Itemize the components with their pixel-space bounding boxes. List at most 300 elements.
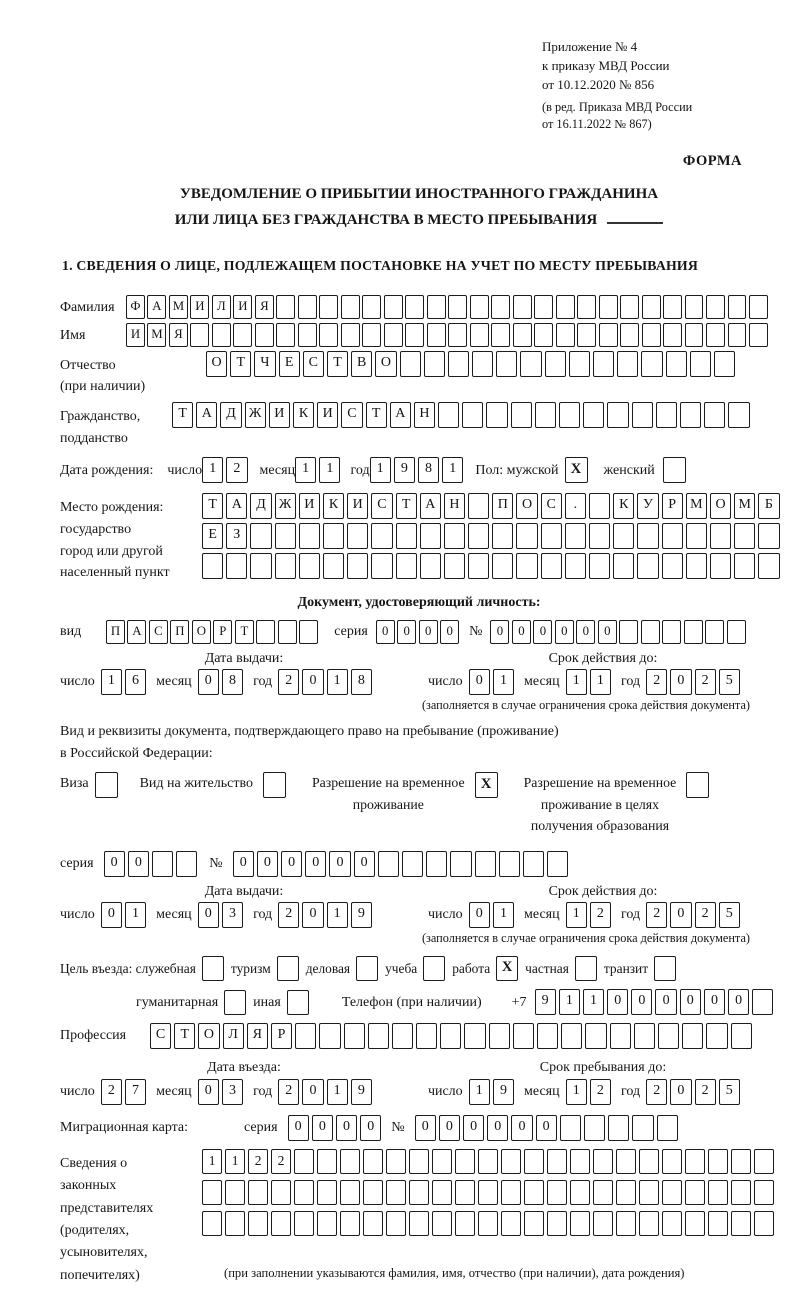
form-cell[interactable] xyxy=(470,295,489,319)
form-cell[interactable] xyxy=(400,351,421,377)
form-cell[interactable] xyxy=(340,1149,360,1174)
form-cell[interactable]: 0 xyxy=(511,1115,532,1141)
purpose-transit-checkbox[interactable] xyxy=(654,956,676,981)
form-cell[interactable] xyxy=(176,851,197,877)
form-cell[interactable]: А xyxy=(420,493,441,519)
form-cell[interactable] xyxy=(450,851,471,877)
form-cell[interactable]: О xyxy=(710,493,731,519)
form-cell[interactable] xyxy=(294,1180,314,1205)
form-cell[interactable] xyxy=(593,1211,613,1236)
form-cell[interactable] xyxy=(662,620,681,644)
form-cell[interactable]: 5 xyxy=(719,902,740,928)
form-cell[interactable] xyxy=(593,1149,613,1174)
form-cell[interactable] xyxy=(534,295,553,319)
form-cell[interactable] xyxy=(570,1180,590,1205)
form-cell[interactable]: 0 xyxy=(670,1079,691,1105)
form-cell[interactable]: И xyxy=(126,323,145,347)
form-cell[interactable]: А xyxy=(390,402,411,428)
form-cell[interactable] xyxy=(468,523,489,549)
form-cell[interactable] xyxy=(276,295,295,319)
form-cell[interactable] xyxy=(492,523,513,549)
form-cell[interactable] xyxy=(610,1023,631,1049)
form-cell[interactable] xyxy=(537,1023,558,1049)
form-cell[interactable] xyxy=(632,402,653,428)
form-cell[interactable]: С xyxy=(303,351,324,377)
form-cell[interactable] xyxy=(662,1180,682,1205)
form-cell[interactable]: 1 xyxy=(202,457,223,483)
form-cell[interactable] xyxy=(362,295,381,319)
form-cell[interactable] xyxy=(271,1211,291,1236)
form-cell[interactable] xyxy=(202,1180,222,1205)
form-cell[interactable]: О xyxy=(206,351,227,377)
visa-checkbox[interactable] xyxy=(95,772,118,798)
form-cell[interactable]: 0 xyxy=(469,902,490,928)
form-cell[interactable]: 8 xyxy=(418,457,439,483)
form-cell[interactable] xyxy=(448,295,467,319)
form-cell[interactable] xyxy=(589,493,610,519)
form-cell[interactable]: 1 xyxy=(469,1079,490,1105)
form-cell[interactable] xyxy=(639,1180,659,1205)
form-cell[interactable]: 1 xyxy=(566,1079,587,1105)
form-cell[interactable]: Р xyxy=(662,493,683,519)
form-cell[interactable] xyxy=(416,1023,437,1049)
form-cell[interactable] xyxy=(468,553,489,579)
form-cell[interactable] xyxy=(371,523,392,549)
form-cell[interactable]: 1 xyxy=(327,902,348,928)
form-cell[interactable] xyxy=(641,351,662,377)
form-cell[interactable] xyxy=(212,323,231,347)
form-cell[interactable] xyxy=(499,851,520,877)
form-cell[interactable]: 2 xyxy=(646,669,667,695)
form-cell[interactable]: 0 xyxy=(512,620,531,644)
form-cell[interactable]: С xyxy=(149,620,168,644)
form-cell[interactable]: С xyxy=(541,493,562,519)
form-cell[interactable] xyxy=(516,553,537,579)
form-cell[interactable] xyxy=(405,323,424,347)
form-cell[interactable] xyxy=(541,553,562,579)
form-cell[interactable]: 2 xyxy=(278,1079,299,1105)
form-cell[interactable]: 0 xyxy=(655,989,676,1015)
form-cell[interactable] xyxy=(728,323,747,347)
form-cell[interactable] xyxy=(275,523,296,549)
form-cell[interactable] xyxy=(202,553,223,579)
form-cell[interactable]: 0 xyxy=(487,1115,508,1141)
form-cell[interactable] xyxy=(639,1211,659,1236)
form-cell[interactable] xyxy=(478,1211,498,1236)
form-cell[interactable]: 0 xyxy=(302,902,323,928)
form-cell[interactable]: 0 xyxy=(288,1115,309,1141)
form-cell[interactable] xyxy=(432,1180,452,1205)
form-cell[interactable]: 0 xyxy=(312,1115,333,1141)
form-cell[interactable] xyxy=(607,402,628,428)
form-cell[interactable]: 0 xyxy=(440,620,459,644)
form-cell[interactable] xyxy=(710,553,731,579)
form-cell[interactable] xyxy=(152,851,173,877)
form-cell[interactable] xyxy=(319,323,338,347)
form-cell[interactable] xyxy=(468,493,489,519)
form-cell[interactable]: У xyxy=(637,493,658,519)
form-cell[interactable] xyxy=(250,523,271,549)
form-cell[interactable] xyxy=(344,1023,365,1049)
form-cell[interactable] xyxy=(384,295,403,319)
form-cell[interactable]: 0 xyxy=(670,669,691,695)
form-cell[interactable] xyxy=(706,323,725,347)
form-cell[interactable] xyxy=(432,1149,452,1174)
form-cell[interactable] xyxy=(758,523,779,549)
form-cell[interactable] xyxy=(705,620,724,644)
form-cell[interactable] xyxy=(599,323,618,347)
form-cell[interactable]: 9 xyxy=(394,457,415,483)
form-cell[interactable] xyxy=(616,1149,636,1174)
form-cell[interactable] xyxy=(363,1180,383,1205)
form-cell[interactable]: Ч xyxy=(254,351,275,377)
form-cell[interactable] xyxy=(642,295,661,319)
form-cell[interactable] xyxy=(714,351,735,377)
form-cell[interactable] xyxy=(424,351,445,377)
form-cell[interactable]: 0 xyxy=(198,669,219,695)
form-cell[interactable]: 0 xyxy=(128,851,149,877)
form-cell[interactable]: 1 xyxy=(125,902,146,928)
form-cell[interactable] xyxy=(520,351,541,377)
form-cell[interactable]: 0 xyxy=(376,620,395,644)
form-cell[interactable] xyxy=(666,351,687,377)
form-cell[interactable] xyxy=(734,523,755,549)
form-cell[interactable] xyxy=(491,295,510,319)
form-cell[interactable]: 1 xyxy=(202,1149,222,1174)
form-cell[interactable]: Б xyxy=(758,493,779,519)
form-cell[interactable] xyxy=(662,523,683,549)
form-cell[interactable] xyxy=(684,620,703,644)
form-cell[interactable]: И xyxy=(347,493,368,519)
form-cell[interactable] xyxy=(547,1211,567,1236)
form-cell[interactable]: Т xyxy=(172,402,193,428)
form-cell[interactable] xyxy=(440,1023,461,1049)
form-cell[interactable]: 0 xyxy=(305,851,326,877)
form-cell[interactable]: . xyxy=(565,493,586,519)
form-cell[interactable] xyxy=(589,553,610,579)
purpose-other-checkbox[interactable] xyxy=(287,990,309,1015)
form-cell[interactable] xyxy=(396,553,417,579)
form-cell[interactable]: А xyxy=(196,402,217,428)
form-cell[interactable]: 1 xyxy=(225,1149,245,1174)
form-cell[interactable]: 1 xyxy=(101,669,122,695)
form-cell[interactable]: 1 xyxy=(327,1079,348,1105)
form-cell[interactable] xyxy=(409,1211,429,1236)
form-cell[interactable] xyxy=(501,1211,521,1236)
form-cell[interactable] xyxy=(728,402,749,428)
form-cell[interactable] xyxy=(455,1211,475,1236)
form-cell[interactable] xyxy=(706,1023,727,1049)
form-cell[interactable] xyxy=(710,523,731,549)
form-cell[interactable]: О xyxy=(198,1023,219,1049)
form-cell[interactable] xyxy=(680,402,701,428)
purpose-private-checkbox[interactable] xyxy=(575,956,597,981)
form-cell[interactable] xyxy=(686,523,707,549)
form-cell[interactable]: 1 xyxy=(319,457,340,483)
form-cell[interactable] xyxy=(599,295,618,319)
form-cell[interactable]: 3 xyxy=(222,902,243,928)
form-cell[interactable] xyxy=(556,323,575,347)
form-cell[interactable] xyxy=(226,553,247,579)
form-cell[interactable]: Ж xyxy=(245,402,266,428)
form-cell[interactable]: 0 xyxy=(704,989,725,1015)
form-cell[interactable]: 8 xyxy=(222,669,243,695)
form-cell[interactable] xyxy=(616,1180,636,1205)
form-cell[interactable] xyxy=(225,1211,245,1236)
form-cell[interactable]: 9 xyxy=(535,989,556,1015)
form-cell[interactable] xyxy=(248,1211,268,1236)
form-cell[interactable]: Д xyxy=(220,402,241,428)
form-cell[interactable]: 1 xyxy=(370,457,391,483)
form-cell[interactable] xyxy=(513,323,532,347)
form-cell[interactable] xyxy=(432,1211,452,1236)
form-cell[interactable] xyxy=(491,323,510,347)
form-cell[interactable] xyxy=(637,523,658,549)
form-cell[interactable]: Н xyxy=(444,493,465,519)
form-cell[interactable] xyxy=(276,323,295,347)
form-cell[interactable] xyxy=(513,295,532,319)
form-cell[interactable] xyxy=(405,295,424,319)
form-cell[interactable]: 0 xyxy=(598,620,617,644)
form-cell[interactable] xyxy=(492,553,513,579)
form-cell[interactable] xyxy=(323,523,344,549)
form-cell[interactable] xyxy=(583,402,604,428)
form-cell[interactable]: 0 xyxy=(576,620,595,644)
form-cell[interactable]: 0 xyxy=(490,620,509,644)
form-cell[interactable] xyxy=(617,351,638,377)
form-cell[interactable]: И xyxy=(269,402,290,428)
form-cell[interactable]: Т xyxy=(396,493,417,519)
form-cell[interactable] xyxy=(363,1149,383,1174)
form-cell[interactable]: 2 xyxy=(226,457,247,483)
form-cell[interactable]: Р xyxy=(271,1023,292,1049)
form-cell[interactable] xyxy=(731,1180,751,1205)
form-cell[interactable] xyxy=(275,553,296,579)
form-cell[interactable]: 0 xyxy=(415,1115,436,1141)
form-cell[interactable] xyxy=(501,1149,521,1174)
form-cell[interactable]: Л xyxy=(223,1023,244,1049)
form-cell[interactable]: Л xyxy=(212,295,231,319)
form-cell[interactable]: 1 xyxy=(442,457,463,483)
form-cell[interactable]: К xyxy=(323,493,344,519)
form-cell[interactable]: П xyxy=(492,493,513,519)
form-cell[interactable]: А xyxy=(226,493,247,519)
form-cell[interactable]: Е xyxy=(279,351,300,377)
form-cell[interactable] xyxy=(569,351,590,377)
form-cell[interactable] xyxy=(362,323,381,347)
form-cell[interactable]: Т xyxy=(235,620,254,644)
form-cell[interactable] xyxy=(685,1211,705,1236)
form-cell[interactable] xyxy=(634,1023,655,1049)
form-cell[interactable]: О xyxy=(192,620,211,644)
form-cell[interactable]: С xyxy=(150,1023,171,1049)
form-cell[interactable] xyxy=(363,1211,383,1236)
form-cell[interactable] xyxy=(427,323,446,347)
form-cell[interactable] xyxy=(448,323,467,347)
form-cell[interactable] xyxy=(190,323,209,347)
form-cell[interactable]: 0 xyxy=(336,1115,357,1141)
form-cell[interactable]: 9 xyxy=(351,1079,372,1105)
form-cell[interactable]: З xyxy=(226,523,247,549)
form-cell[interactable] xyxy=(547,1180,567,1205)
temp-residence-checkbox[interactable]: X xyxy=(475,772,498,798)
purpose-tourism-checkbox[interactable] xyxy=(277,956,299,981)
form-cell[interactable] xyxy=(656,402,677,428)
form-cell[interactable]: Я xyxy=(247,1023,268,1049)
form-cell[interactable] xyxy=(685,323,704,347)
form-cell[interactable] xyxy=(256,620,275,644)
form-cell[interactable] xyxy=(754,1211,774,1236)
form-cell[interactable] xyxy=(728,295,747,319)
form-cell[interactable] xyxy=(299,620,318,644)
form-cell[interactable] xyxy=(731,1211,751,1236)
form-cell[interactable]: 0 xyxy=(198,1079,219,1105)
form-cell[interactable]: 0 xyxy=(257,851,278,877)
form-cell[interactable] xyxy=(534,323,553,347)
form-cell[interactable] xyxy=(663,323,682,347)
form-cell[interactable]: 1 xyxy=(559,989,580,1015)
form-cell[interactable]: О xyxy=(375,351,396,377)
temp-residence-edu-checkbox[interactable] xyxy=(686,772,709,798)
form-cell[interactable] xyxy=(323,553,344,579)
form-cell[interactable] xyxy=(754,1149,774,1174)
form-cell[interactable]: 5 xyxy=(719,669,740,695)
form-cell[interactable]: Т xyxy=(202,493,223,519)
form-cell[interactable] xyxy=(556,295,575,319)
form-cell[interactable]: С xyxy=(341,402,362,428)
form-cell[interactable]: С xyxy=(371,493,392,519)
form-cell[interactable] xyxy=(616,1211,636,1236)
form-cell[interactable]: 0 xyxy=(631,989,652,1015)
form-cell[interactable] xyxy=(340,1211,360,1236)
form-cell[interactable] xyxy=(731,1149,751,1174)
form-cell[interactable] xyxy=(455,1180,475,1205)
form-cell[interactable]: 2 xyxy=(101,1079,122,1105)
form-cell[interactable] xyxy=(409,1180,429,1205)
form-cell[interactable] xyxy=(547,1149,567,1174)
form-cell[interactable]: 2 xyxy=(695,902,716,928)
form-cell[interactable] xyxy=(577,323,596,347)
form-cell[interactable] xyxy=(585,1023,606,1049)
form-cell[interactable]: О xyxy=(516,493,537,519)
sex-male-checkbox[interactable]: X xyxy=(565,457,588,483)
form-cell[interactable]: Я xyxy=(169,323,188,347)
form-cell[interactable]: М xyxy=(147,323,166,347)
sex-female-checkbox[interactable] xyxy=(663,457,686,483)
form-cell[interactable] xyxy=(455,1149,475,1174)
form-cell[interactable] xyxy=(639,1149,659,1174)
form-cell[interactable] xyxy=(662,1211,682,1236)
form-cell[interactable] xyxy=(489,1023,510,1049)
form-cell[interactable] xyxy=(386,1149,406,1174)
form-cell[interactable] xyxy=(535,402,556,428)
form-cell[interactable]: П xyxy=(170,620,189,644)
form-cell[interactable] xyxy=(444,553,465,579)
form-cell[interactable] xyxy=(754,1180,774,1205)
form-cell[interactable] xyxy=(708,1180,728,1205)
form-cell[interactable] xyxy=(642,323,661,347)
form-cell[interactable] xyxy=(541,523,562,549)
form-cell[interactable]: Ф xyxy=(126,295,145,319)
form-cell[interactable] xyxy=(478,1180,498,1205)
form-cell[interactable] xyxy=(662,1149,682,1174)
form-cell[interactable] xyxy=(444,523,465,549)
form-cell[interactable] xyxy=(298,323,317,347)
form-cell[interactable] xyxy=(299,523,320,549)
form-cell[interactable] xyxy=(685,1149,705,1174)
form-cell[interactable] xyxy=(299,553,320,579)
form-cell[interactable] xyxy=(570,1211,590,1236)
purpose-study-checkbox[interactable] xyxy=(423,956,445,981)
form-cell[interactable] xyxy=(657,1115,678,1141)
form-cell[interactable]: 0 xyxy=(104,851,125,877)
form-cell[interactable] xyxy=(341,323,360,347)
form-cell[interactable] xyxy=(734,553,755,579)
form-cell[interactable]: 2 xyxy=(278,902,299,928)
form-cell[interactable] xyxy=(620,295,639,319)
form-cell[interactable] xyxy=(420,553,441,579)
form-cell[interactable] xyxy=(319,295,338,319)
form-cell[interactable]: 2 xyxy=(271,1149,291,1174)
form-cell[interactable]: И xyxy=(299,493,320,519)
form-cell[interactable]: 3 xyxy=(222,1079,243,1105)
form-cell[interactable]: 0 xyxy=(469,669,490,695)
form-cell[interactable]: 2 xyxy=(590,902,611,928)
form-cell[interactable] xyxy=(472,351,493,377)
form-cell[interactable]: 1 xyxy=(295,457,316,483)
form-cell[interactable]: 0 xyxy=(670,902,691,928)
form-cell[interactable]: 0 xyxy=(354,851,375,877)
form-cell[interactable] xyxy=(386,1180,406,1205)
form-cell[interactable] xyxy=(708,1149,728,1174)
form-cell[interactable] xyxy=(317,1180,337,1205)
form-cell[interactable] xyxy=(340,1180,360,1205)
form-cell[interactable] xyxy=(478,1149,498,1174)
form-cell[interactable]: 0 xyxy=(439,1115,460,1141)
form-cell[interactable] xyxy=(295,1023,316,1049)
form-cell[interactable] xyxy=(686,553,707,579)
form-cell[interactable] xyxy=(516,523,537,549)
purpose-official-checkbox[interactable] xyxy=(202,956,224,981)
form-cell[interactable]: Т xyxy=(230,351,251,377)
form-cell[interactable] xyxy=(685,295,704,319)
form-cell[interactable] xyxy=(501,1180,521,1205)
form-cell[interactable]: К xyxy=(293,402,314,428)
form-cell[interactable]: 1 xyxy=(566,669,587,695)
form-cell[interactable] xyxy=(523,851,544,877)
form-cell[interactable] xyxy=(248,1180,268,1205)
form-cell[interactable]: 0 xyxy=(281,851,302,877)
form-cell[interactable] xyxy=(278,620,297,644)
form-cell[interactable]: 0 xyxy=(302,669,323,695)
form-cell[interactable] xyxy=(427,295,446,319)
form-cell[interactable] xyxy=(384,323,403,347)
form-cell[interactable]: В xyxy=(351,351,372,377)
form-cell[interactable] xyxy=(371,553,392,579)
form-cell[interactable] xyxy=(513,1023,534,1049)
form-cell[interactable] xyxy=(570,1149,590,1174)
form-cell[interactable]: 0 xyxy=(680,989,701,1015)
form-cell[interactable]: 0 xyxy=(397,620,416,644)
form-cell[interactable] xyxy=(438,402,459,428)
form-cell[interactable]: Е xyxy=(202,523,223,549)
purpose-work-checkbox[interactable]: X xyxy=(496,956,518,981)
form-cell[interactable]: 1 xyxy=(583,989,604,1015)
form-cell[interactable]: П xyxy=(106,620,125,644)
form-cell[interactable]: Я xyxy=(255,295,274,319)
form-cell[interactable] xyxy=(496,351,517,377)
form-cell[interactable] xyxy=(706,295,725,319)
